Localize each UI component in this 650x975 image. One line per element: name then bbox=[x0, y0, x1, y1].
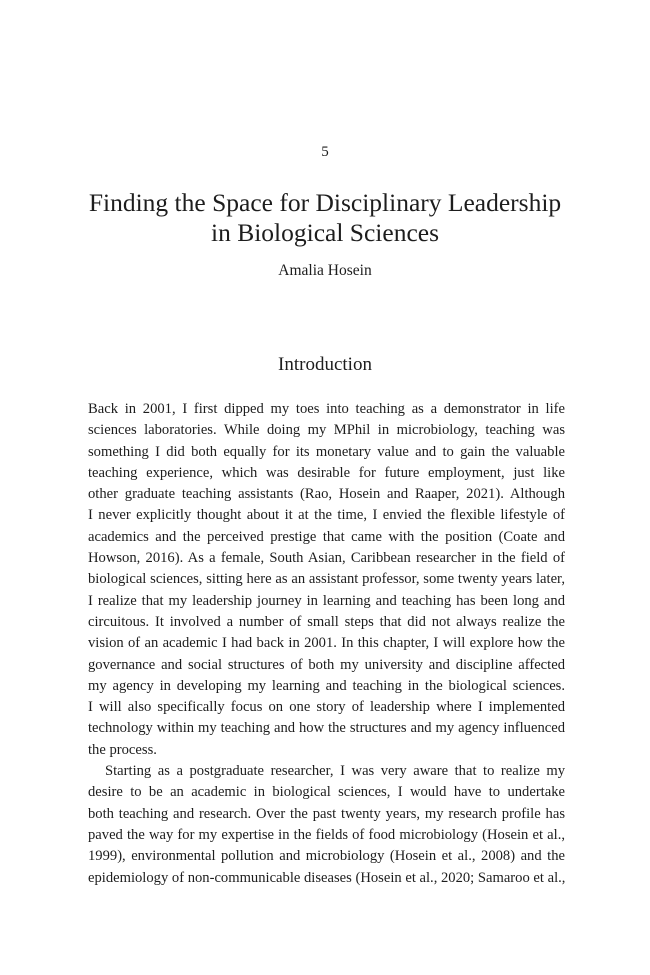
text-line: I will also specifically focus on one story of leadership where I implemented bbox=[88, 699, 565, 716]
chapter-title-line: Finding the Space for Disciplinary Leadership bbox=[88, 188, 562, 217]
text-line: sciences laboratories. While doing my MPhil in microbiology, teaching was bbox=[88, 422, 565, 439]
paragraph bbox=[88, 761, 565, 889]
text-line: academics and the perceived prestige that came with the position (Coate and bbox=[88, 528, 565, 545]
chapter-title-line: in Biological Sciences bbox=[210, 218, 440, 247]
text-line: circuitous. It involved a number of small steps that did not always realize the bbox=[88, 613, 565, 630]
text-line: other graduate teaching assistants (Rao, Hosein and Raaper, 2021). Although bbox=[88, 486, 565, 503]
body-text bbox=[88, 399, 565, 889]
text-line: something I did both equally for its monetary value and to gain the valuable bbox=[88, 443, 565, 460]
text-line: governance and social structures of both my university and discipline affected bbox=[88, 656, 565, 673]
text-line: Back in 2001, I first dipped my toes into teaching as a demonstrator in life bbox=[88, 401, 565, 417]
text-line: I never explicitly thought about it at the time, I envied the flexible lifestyle of bbox=[88, 507, 565, 524]
text-line: the process. bbox=[88, 741, 157, 758]
author-name: Amalia Hosein bbox=[278, 262, 372, 279]
text-line: Starting as a postgraduate researcher, I was very aware that to realize my bbox=[105, 763, 565, 780]
chapter-number: 5 bbox=[321, 144, 329, 160]
text-line: paved the way for my expertise in the fields of food microbiology (Hosein et al., bbox=[88, 826, 565, 843]
section-heading: Introduction bbox=[278, 354, 372, 375]
text-line: technology within my teaching and how the structures and my agency influenced bbox=[88, 720, 565, 737]
chapter-title bbox=[60, 188, 590, 248]
text-line: 1999), environmental pollution and microbiology (Hosein et al., 2008) and the bbox=[88, 848, 565, 865]
text-line: vision of an academic I had back in 2001. In this chapter, I will explore how the bbox=[88, 635, 565, 652]
text-line: teaching experience, which was desirable for future employment, just like bbox=[88, 464, 565, 481]
text-line: I realize that my leadership journey in learning and teaching has been long and bbox=[88, 592, 565, 609]
text-line: Howson, 2016). As a female, South Asian, Caribbean researcher in the field of bbox=[88, 550, 565, 567]
text-line: biological sciences, sitting here as an assistant professor, some twenty years later, bbox=[88, 571, 565, 588]
text-line: desire to be an academic in biological sciences, I would have to undertake bbox=[88, 784, 565, 801]
text-line: epidemiology of non-communicable diseases (Hosein et al., 2020; Samaroo et al., bbox=[88, 869, 566, 886]
text-line: both teaching and research. Over the past twenty years, my research profile has bbox=[88, 805, 565, 822]
text-line: my agency in developing my learning and teaching in the biological sciences. bbox=[88, 677, 565, 694]
paragraph bbox=[88, 399, 565, 761]
